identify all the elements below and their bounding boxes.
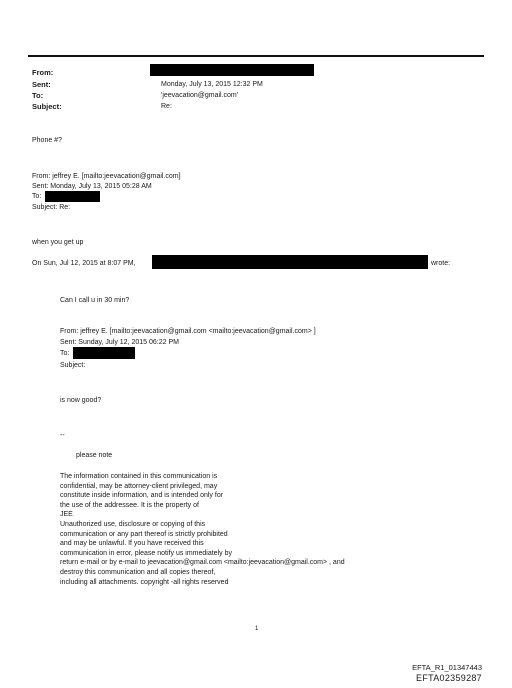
quote1-to-label: To: [32,193,42,200]
to-value: 'jeevacation@gmail.com' [161,92,239,99]
quote2-from: From: jeffrey E. [mailto:jeevacation@gmail.com <mailto:jeevacation@gmail.com> ] [60,328,316,335]
quote2-subject: Subject: [60,362,86,369]
quote1-sent: Sent: Monday, July 13, 2015 05:28 AM [32,183,152,190]
sent-value: Monday, July 13, 2015 12:32 PM [161,81,263,88]
sent-label: Sent: [32,80,51,89]
on-line-suffix: wrote: [431,260,451,267]
disclaimer-line: The information contained in this communication is [60,473,218,480]
disclaimer-line: JEE [60,511,73,519]
disclaimer-line: and may be unlawful. If you have received this [60,540,204,548]
from-label: From: [32,68,54,77]
disclaimer-line: communication or any part thereof is strictly prohibited [60,530,228,538]
quote2-sent: Sent: Sunday, July 12, 2015 06:22 PM [60,339,179,346]
quote2-to-label: To: [60,350,70,357]
redaction-on-line [152,255,428,269]
disclaimer-line: the use of the addressee. It is the property of [60,501,199,509]
subject-label: Subject: [32,102,62,111]
to-label: To: [32,91,44,100]
body-text-now-good: is now good? [60,397,102,404]
disclaimer-paragraph [60,472,460,587]
header-rule [28,55,484,57]
redaction-quote2-to [73,347,135,359]
page-number: 1 [255,626,259,632]
redaction-quote1-to [45,191,100,202]
body-text-call: Can I call u in 30 min? [60,297,130,304]
quote1-from: From: jeffrey E. [mailto:jeevacation@gmail.com] [32,173,181,180]
disclaimer-line: communication in error, please notify us immediately by [60,549,232,557]
on-line-prefix: On Sun, Jul 12, 2015 at 8:07 PM, [32,260,136,267]
disclaimer-line: constitute inside information, and is intended only for [60,492,224,500]
please-note: please note [76,452,113,459]
disclaimer-line: destroy this communication and all copies thereof, [60,568,216,576]
footer-id-primary: EFTA_R1_01347443 [412,663,482,672]
body-text-when: when you get up [32,239,84,246]
quote1-subject: Subject: Re: [32,204,71,211]
disclaimer-line: Unauthorized use, disclosure or copying of this [60,520,206,528]
disclaimer-line: confidential, may be attorney-client privileged, may [60,482,218,490]
disclaimer-line: including all attachments. copyright -all rights reserved [60,578,229,586]
disclaimer-line: return e-mail or by e-mail to jeevacation@gmail.com <mailto:jeevacation@gmail.com> , and [60,559,345,567]
signature-dashes: -- [60,432,65,439]
subject-value: Re: [161,103,172,110]
body-text-phone: Phone #? [32,137,62,144]
redaction-from [150,64,314,76]
footer-id-secondary: EFTA02359287 [416,673,482,683]
